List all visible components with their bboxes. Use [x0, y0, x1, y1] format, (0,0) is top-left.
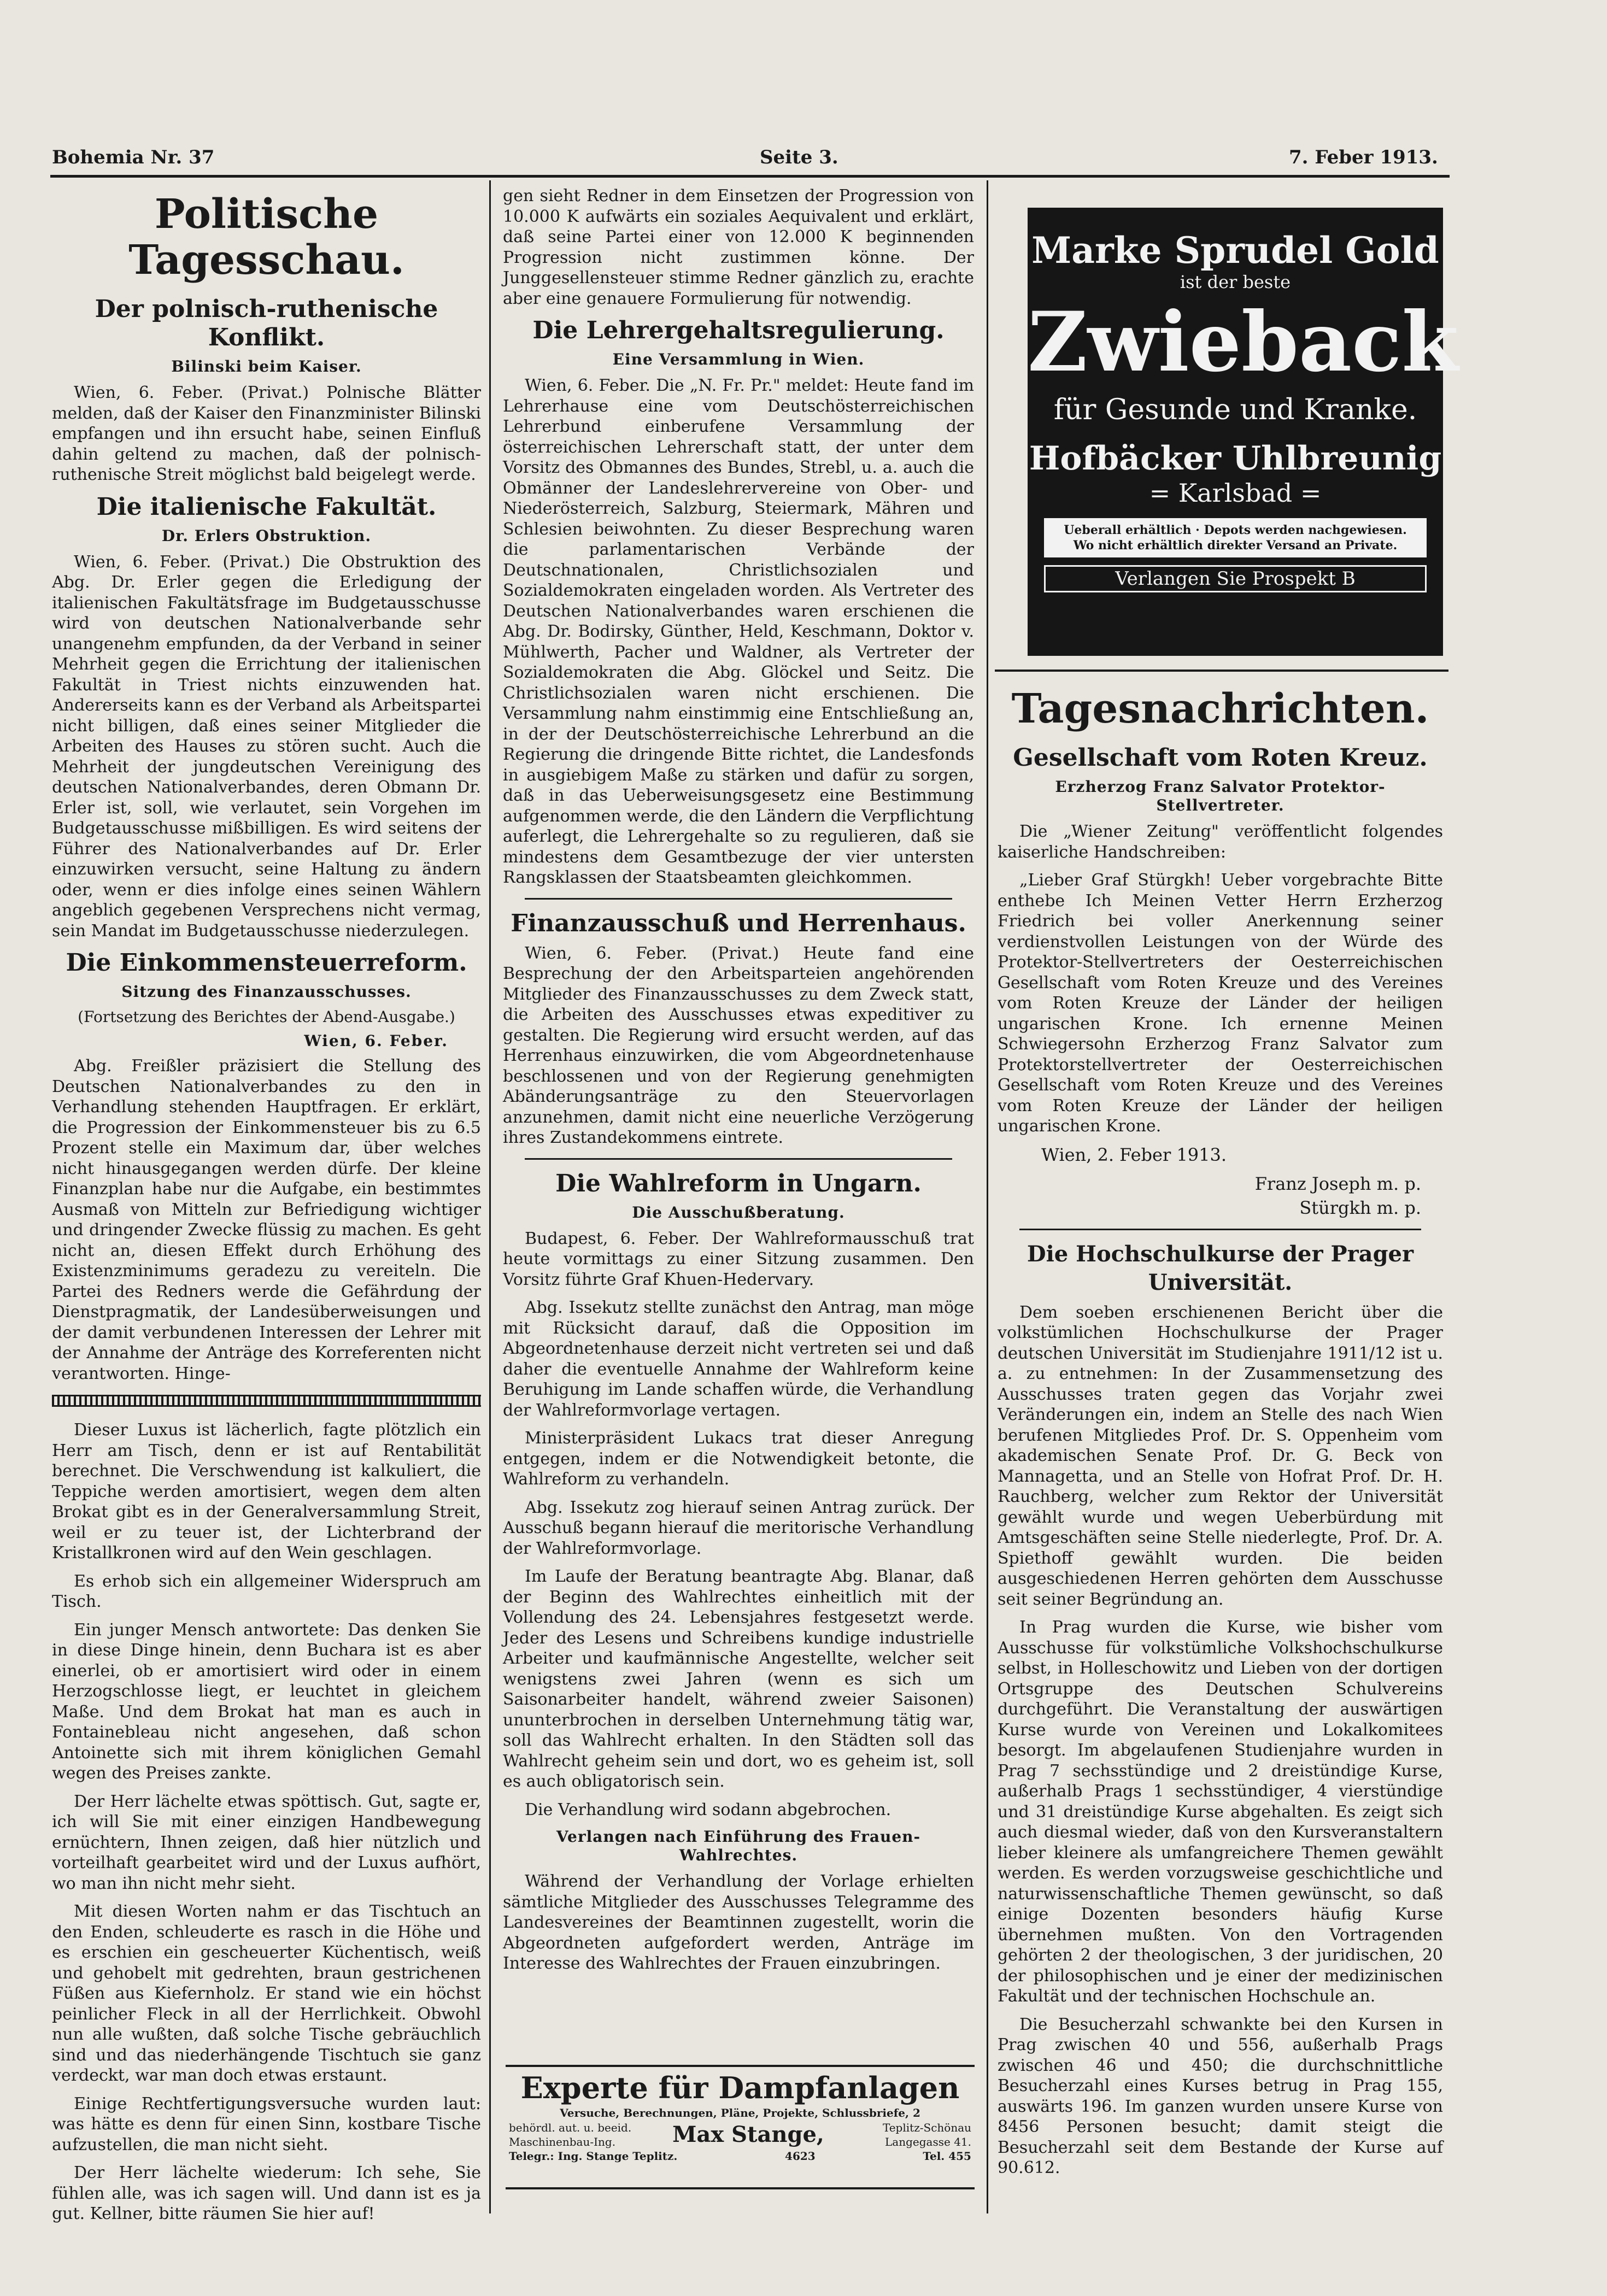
column-3 — [998, 680, 1443, 2177]
ad-maker: Hofbäcker Uhlbreunig — [1029, 439, 1442, 478]
article-paragraph: In Prag wurden die Kurse, wie bisher vom Ausschusse für volkstümliche Volkshochschulkurse selbst, in Holleschowitz und Lieben von der dortigen Ortsgruppe des Deutschen Schulvereins durchgeführt. Die Veranstaltung der auswärtigen Kurse wurde von Vereinen und Lokalkomitees besorgt. Im abgelaufenen Studienjahre wurden in Prag 7 sechsstündige und 2 dreistündige Kurse, außerhalb Prags 1 sechsstündiger, 4 vierstündige und 31 dreistündige Kurse abgehalten. Es zeigt sich auch diesmal wieder, daß von den Kursveranstaltern lieber kleinere als umfangreichere Themen gewählt werden. Es werden vorzugsweise geschichtliche und naturwissenschaftliche Themen gewünscht, so daß einige Dozenten besonders häufig Kurse übernehmen mußten. Von den Vortragenden gehörten 2 der theologischen, 3 der juridischen, 20 der philosophischen und je einer der medizinischen Fakultät und der technischen Hochschule an. — [998, 1618, 1443, 2006]
article-title: Die Lehrergehaltsregulierung. — [532, 316, 945, 344]
ad-number: 4623 — [785, 2150, 816, 2163]
feuilleton-paragraph: Der Herr lächelte wiederum: Ich sehe, Sie fühlen alle, was ich sagen will. Und dann ist es ja gut. Kellner, bitte räumen Sie hier auf! — [52, 2163, 481, 2223]
article-title: Gesellschaft vom Roten Kreuz. — [1013, 744, 1428, 772]
ad-audience: für Gesunde und Kranke. — [1053, 394, 1417, 426]
article-continuation: gen sieht Redner in dem Einsetzen der Progression von 10.000 K aufwärts ein soziales Aequivalent und erklärt, daß seine Partei einer von 12.000 K beginnenden Progression nicht zustimmen könne. Der Junggesellensteuer stimme Redner gänzlich zu, erachte aber eine genauere Formulierung für notwendig. — [503, 186, 974, 308]
article-title: Die italienische Fakultät. — [96, 492, 437, 521]
ad-fine-print — [1044, 518, 1427, 557]
article-title: Die Einkommensteuerreform. — [66, 949, 467, 977]
ad-city: = Karlsbad = — [1149, 478, 1322, 508]
ad-fine-line: Ueberall erhältlich · Depots werden nachgewiesen. — [1064, 523, 1407, 537]
article-title: Finanzausschuß und Herrenhaus. — [511, 909, 966, 937]
article-paragraph: Abg. Issekutz zog hierauf seinen Antrag zurück. Der Ausschuß begann hierauf die meritorische Verhandlung der Wahlreformvorlage. — [503, 1498, 974, 1558]
ad-prospect: Verlangen Sie Prospekt B — [1044, 565, 1427, 592]
article-paragraph: Dem soeben erschienenen Bericht über die volkstümlichen Hochschulkurse der Prager deutschen Universität im Studienjahre 1911/12 ist u. a. zu entnehmen: In der Zusammensetzung des Ausschusses traten gegen das Vorjahr zwei Veränderungen ein, indem an Stelle des nach Wien berufenen Mitgliedes Prof. Dr. S. Oppenheim vom akademischen Senate Prof. Dr. G. Beck von Mannagetta, und an Stelle von Hofrat Prof. Dr. H. Rauchberg, welcher zum Rektor der Universität gewählt wurde und wegen Ueberbürdung mit Amtsgeschäften seine Stelle niederlegte, Prof. Dr. A. Spiethoff gewählt wurden. Die beiden ausgeschiedenen Herren gehörten dem Ausschusse seit seiner Begründung an. — [998, 1302, 1443, 1609]
article-subtitle: Bilinski beim Kaiser. — [171, 357, 362, 375]
article-paragraph: Die Besucherzahl schwankte bei den Kursen in Prag zwischen 40 und 556, außerhalb Prags zwischen 46 und 450; die durchschnittliche Besucherzahl eines Kurses betrug in Prag 155, auswärts 196. Im ganzen wurden unsere Kurse von 8456 Personen besucht; damit steigt die Besucherzahl seit dem Bestande der Kurse auf 90.612. — [998, 2015, 1443, 2177]
article-title: Die Hochschulkurse der Prager Universität. — [1027, 1241, 1414, 1295]
ad-brand: Marke Sprudel Gold — [1031, 229, 1439, 272]
article-text: Wien, 6. Feber. (Privat.) Polnische Blätter melden, daß der Kaiser den Finanzminister Bilinski empfangen und ihn ersucht habe, seinen Einfluß dahin geltend zu machen, daß der polnisch-ruthenische Streit möglichst bald beigelegt werde. — [52, 383, 481, 484]
section-title-politics: Politische Tagesschau. — [128, 191, 404, 284]
feuilleton-paragraph: Einige Rechtfertigungsversuche wurden laut: was hätte es denn für einen Sinn, kostbare Tische aufzustellen, die man nicht sieht. — [52, 2094, 481, 2154]
ad-phone: Tel. 455 — [923, 2150, 971, 2163]
article-subtitle: Sitzung des Finanzausschusses. — [121, 983, 412, 1001]
feuilleton-paragraph: Mit diesen Worten nahm er das Tischtuch an den Enden, schleuderte es rasch in die Höhe und es erschien ein gescheuerter Küchentisch, weiß und gehobelt mit gedrehten, braun gestrichenen Füßen aus Kiefernholz. Er stand wie ein höchst peinlicher Fleck in all der Herrlichkeit. Obwohl nun alle wußten, daß solche Tische gebräuchlich sind und das niederhängende Tischtuch sie ganz verdeckt, war man doch etwas erstaunt. — [52, 1902, 481, 2085]
ad-fine-line: Wo nicht erhältlich direkter Versand an Private. — [1073, 538, 1398, 553]
ad-rule — [995, 670, 1448, 672]
feuilleton-paragraph: Es erhob sich ein allgemeiner Widerspruch am Tisch. — [52, 1571, 481, 1611]
ad-credentials: behördl. aut. u. beeid. Maschinenbau-Ing. — [509, 2121, 632, 2148]
article-intro: Die „Wiener Zeitung" veröffentlicht folgendes kaiserliche Handschreiben: — [998, 822, 1443, 862]
ad-product: Zwieback — [1028, 294, 1459, 390]
ad-name-row — [506, 2121, 975, 2149]
ad-telegram: Telegr.: Ing. Stange Teplitz. — [509, 2150, 678, 2163]
article-subtitle: Verlangen nach Einführung des Frauen-Wahlrechtes. — [556, 1828, 921, 1864]
letter-date: Wien, 2. Feber 1913. — [1041, 1144, 1227, 1165]
article-text: Wien, 6. Feber. Die „N. Fr. Pr." meldet: Heute fand im Lehrerhause eine vom Deutschösterreichischen Lehrerbund einberufene Versammlung der österreichischen Lehrerschaft statt, der unter dem Vorsitz des Obmannes des Bundes, Strebl, u. a. auch die Obmänner der Landeslehrervereine von Ober- und Niederösterreich, Salzburg, Steiermark, Mähren und Schlesien beiwohnten. Zu dieser Besprechung waren die parlamentarischen Verbände der Deutschnationalen, Christlichsozialen und Sozialdemokraten eingeladen worden. Als Vertreter des Deutschen Nationalverbandes waren erschienen die Abg. Dr. Bodirsky, Günther, Held, Keschmann, Doktor v. Mühlwerth, Pacher und Waldner, als Vertreter der Sozialdemokraten die Abg. Glöckel und Seitz. Die Christlichsozialen waren nicht erschienen. Die Versammlung nahm einstimmig eine Entschließung an, in der der Deutschösterreichische Lehrerbund an die Regierung die dringende Bitte richtet, die Landesfonds in ausgiebigem Maße zu stärken und dafür zu sorgen, daß in das Ueberweisungsgesetz eine Bestimmung aufgenommen werde, die den Ländern die Verpflichtung auferlegt, die Lehrergehalte so zu regulieren, daß sie mindestens dem Gesamtbezuge der vier untersten Rangsklassen der Staatsbeamten gleichkommen. — [503, 376, 974, 887]
article-title: Der polnisch-ruthenische Konflikt. — [95, 295, 438, 351]
article-subtitle: Eine Versammlung in Wien. — [612, 350, 865, 368]
article-subtitle: Die Ausschußberatung. — [632, 1203, 845, 1222]
feuilleton-paragraph: Der Herr lächelte etwas spöttisch. Gut, sagte er, ich will Sie mit einer einzigen Handbewegung ernüchtern, Ihnen zeigen, daß hier nützlich und vorteilhaft gearbeitet wird und der Luxus aufhört, wo man ihn nicht mehr sieht. — [52, 1792, 481, 1893]
header-page-number: Seite 3. — [760, 146, 838, 168]
header-paper-name: Bohemia Nr. 37 — [52, 146, 215, 168]
article-paragraph: Im Laufe der Beratung beantragte Abg. Blanar, daß der Beginn des Wahlrechtes einheitlich mit der Vollendung des 24. Lebensjahres festgesetzt werde. Jeder des Lesens und Schreibens kundige industrielle Arbeiter und kaufmännische Angestellte, welcher seit wenigstens zwei Jahren (wenn es sich um Saisonarbeiter handelt, während zweier Saisonen) ununterbrochen in derselben Unternehmung tätig war, soll das Wahlrecht erhalten. In den Städten soll das Wahlrecht geheim sein und dort, wo es geheim ist, soll es auch obligatorisch sein. — [503, 1567, 974, 1791]
feuilleton-divider — [52, 1395, 481, 1407]
ad-zwieback — [1028, 208, 1459, 656]
article-note: (Fortsetzung des Berichtes der Abend-Ausgabe.) — [78, 1008, 455, 1026]
signature-emperor: Franz Joseph m. p. — [1254, 1173, 1421, 1194]
column-rule-1 — [489, 180, 491, 2213]
article-dateline: Wien, 6. Feber. — [304, 1032, 448, 1050]
ad-steam-engineer — [506, 2065, 975, 2189]
article-text: Während der Verhandlung der Vorlage erhielten sämtliche Mitglieder des Ausschusses Telegramme des Landesvereines der Beamtinnen zugestellt, worin die Abgeordneten aufgefordert werden, Anträge im Interesse des Wahlrechtes der Frauen einzubringen. — [503, 1872, 974, 1973]
signature-minister: Stürgkh m. p. — [1299, 1197, 1421, 1218]
feuilleton-paragraph: Ein junger Mensch antwortete: Das denken Sie in diese Dinge hinein, denn Buchara ist es aber einerlei, ob er amortisiert wird oder in einem Herzogschlosse liegt, er leuchtet in gleichem Maße. Und dem Brokat hat man es auch in Fontainebleau nicht angesehen, daß schon Antoinette sich mit ihrem königlichen Gemahl wegen des Preises zankte. — [52, 1620, 481, 1783]
section-title-news: Tagesnachrichten. — [1011, 685, 1429, 732]
article-text: Wien, 6. Feber. (Privat.) Die Obstruktion des Abg. Dr. Erler gegen die Erledigung der italienischen Fakultätsfrage im Budgetausschusse wird von deutschen Nationalverbande sehr unangenehm empfunden, da der Verband in seiner Mehrheit gegen die Errichtung der italienischen Fakultät in Triest nichts einzuwenden hat. Andererseits kann es der Verband als Arbeitspartei nicht billigen, daß eines seiner Mitglieder die Arbeiten des Hauses zu stören sucht. Auch die Mehrheit der jungdeutschen Vereinigung des deutschen Nationalverbandes, deren Obmann Dr. Erler ist, soll, wie verlautet, sein Vorgehen im Budgetausschusse mißbilligen. Es wird seitens der Führer des Nationalverbandes auf Dr. Erler einzuwirken versucht, seine Haltung zu ändern oder, wenn er dies infolge eines seinen Wählern angeblich gegebenen Versprechens nicht vermag, sein Mandat im Budgetausschusse niederzulegen. — [52, 552, 481, 941]
imperial-letter: „Lieber Graf Stürgkh! Ueber vorgebrachte Bitte enthebe Ich Meinen Vetter Herrn Erzherzog Friedrich bei voller Anerkennung seiner verdienstvollen Leistungen von der Würde des Protektor-Stellvertreters der Oesterreichischen Gesellschaft vom Roten Kreuze und des Vereines vom Roten Kreuze der Länder der heiligen ungarischen Krone. Ich ernenne Meinen Schwiegersohn Erzherzog Franz Salvator zum Protektorstellvertreter der Oesterreichischen Gesellschaft vom Roten Kreuze und des Vereines vom Roten Kreuze der Länder der heiligen ungarischen Krone. — [998, 871, 1443, 1136]
ad-contact-row — [506, 2149, 975, 2163]
article-paragraph: Budapest, 6. Feber. Der Wahlreformausschuß trat heute vormittags zu einer Sitzung zusammen. Den Vorsitz führte Graf Khuen-Hedervary. — [503, 1229, 974, 1289]
ad-services: Versuche, Berechnungen, Pläne, Projekte, Schlussbriefe, 2 — [560, 2106, 920, 2119]
column-rule-2 — [987, 180, 988, 2213]
article-text: Abg. Freißler präzisiert die Stellung des Deutschen Nationalverbandes zu den in Verhandlung stehenden Hauptfragen. Er erklärt, die Progression der Einkommensteuer bis zu 6.5 Prozent stelle ein Maximum dar, über welches nicht hinausgegangen werden dürfe. Der kleine Finanzplan habe nur die Aufgabe, ein bestimmtes Ausmaß von Mitteln zur Befriedigung wichtiger und dringender Zwecke flüssig zu machen. Es geht nicht an, diesen Effekt durch Erhöhung des Existenzminimums geradezu zu vereiteln. Die Partei des Redners werde die Gefährdung der Dienstpragmatik, der Landesüberweisungen und der damit verbundenen Interessen der Lehrer mit der Annahme der Anträge des Korreferenten nicht verantworten. Hinge- — [52, 1056, 481, 1383]
ad-address: Teplitz-Schönau Langegasse 41. — [882, 2121, 971, 2148]
article-subtitle: Erzherzog Franz Salvator Protektor-Stellvertreter. — [1055, 778, 1386, 814]
article-paragraph: Abg. Issekutz stellte zunächst den Antrag, man möge mit Rücksicht darauf, daß die Opposition im Abgeordnetenhause derzeit nicht vertreten sei und daß daher die eventuelle Annahme der Wahlreform keine Beruhigung im Lande schaffen würde, die Verhandlung der Wahlreformvorlage vertagen. — [503, 1298, 974, 1420]
article-paragraph: Die Verhandlung wird sodann abgebrochen. — [525, 1800, 892, 1819]
header-date: 7. Feber 1913. — [1289, 146, 1438, 168]
article-separator — [525, 1158, 952, 1160]
ad-name: Max Stange, — [672, 2122, 824, 2147]
feuilleton-paragraph: Dieser Luxus ist lächerlich, fagte plötzlich ein Herr am Tisch, denn er ist auf Rentabilität berechnet. Die Verschwendung ist kalkuliert, die Teppiche werden amortisiert, wegen dem alten Brokat gibt es in der Generalversammlung Streit, weil er zu teuer ist, der Lichterbrand der Kristallkronen wird auf den Wein geschlagen. — [52, 1420, 481, 1563]
article-separator — [1019, 1229, 1421, 1230]
article-title: Die Wahlreform in Ungarn. — [555, 1169, 922, 1197]
header-rule — [50, 175, 1450, 178]
article-paragraph: Ministerpräsident Lukacs trat dieser Anregung entgegen, indem er die Notwendigkeit betonte, die Wahlreform zu verhandeln. — [503, 1429, 974, 1489]
column-2 — [503, 186, 974, 2055]
article-text: Wien, 6. Feber. (Privat.) Heute fand eine Besprechung der den Arbeitsparteien angehörenden Mitglieder des Finanzausschusses zu dem Zweck statt, die Arbeiten des Ausschusses etwas expeditiver zu gestalten. Die Regierung wird ersucht werden, auf das Herrenhaus einzuwirken, die vom Abgeordnetenhause beschlossenen und von der Regierung genehmigten Abänderungsanträge zu den Steuervorlagen anzunehmen, damit nicht eine neuerliche Verzögerung ihres Zustandekommens eintrete. — [503, 943, 974, 1147]
column-1 — [52, 186, 481, 2252]
article-separator — [525, 898, 952, 900]
ad-headline: Experte für Dampfanlagen — [520, 2070, 960, 2105]
article-subtitle: Dr. Erlers Obstruktion. — [161, 526, 372, 545]
ad-tagline: ist der beste — [1180, 272, 1291, 292]
